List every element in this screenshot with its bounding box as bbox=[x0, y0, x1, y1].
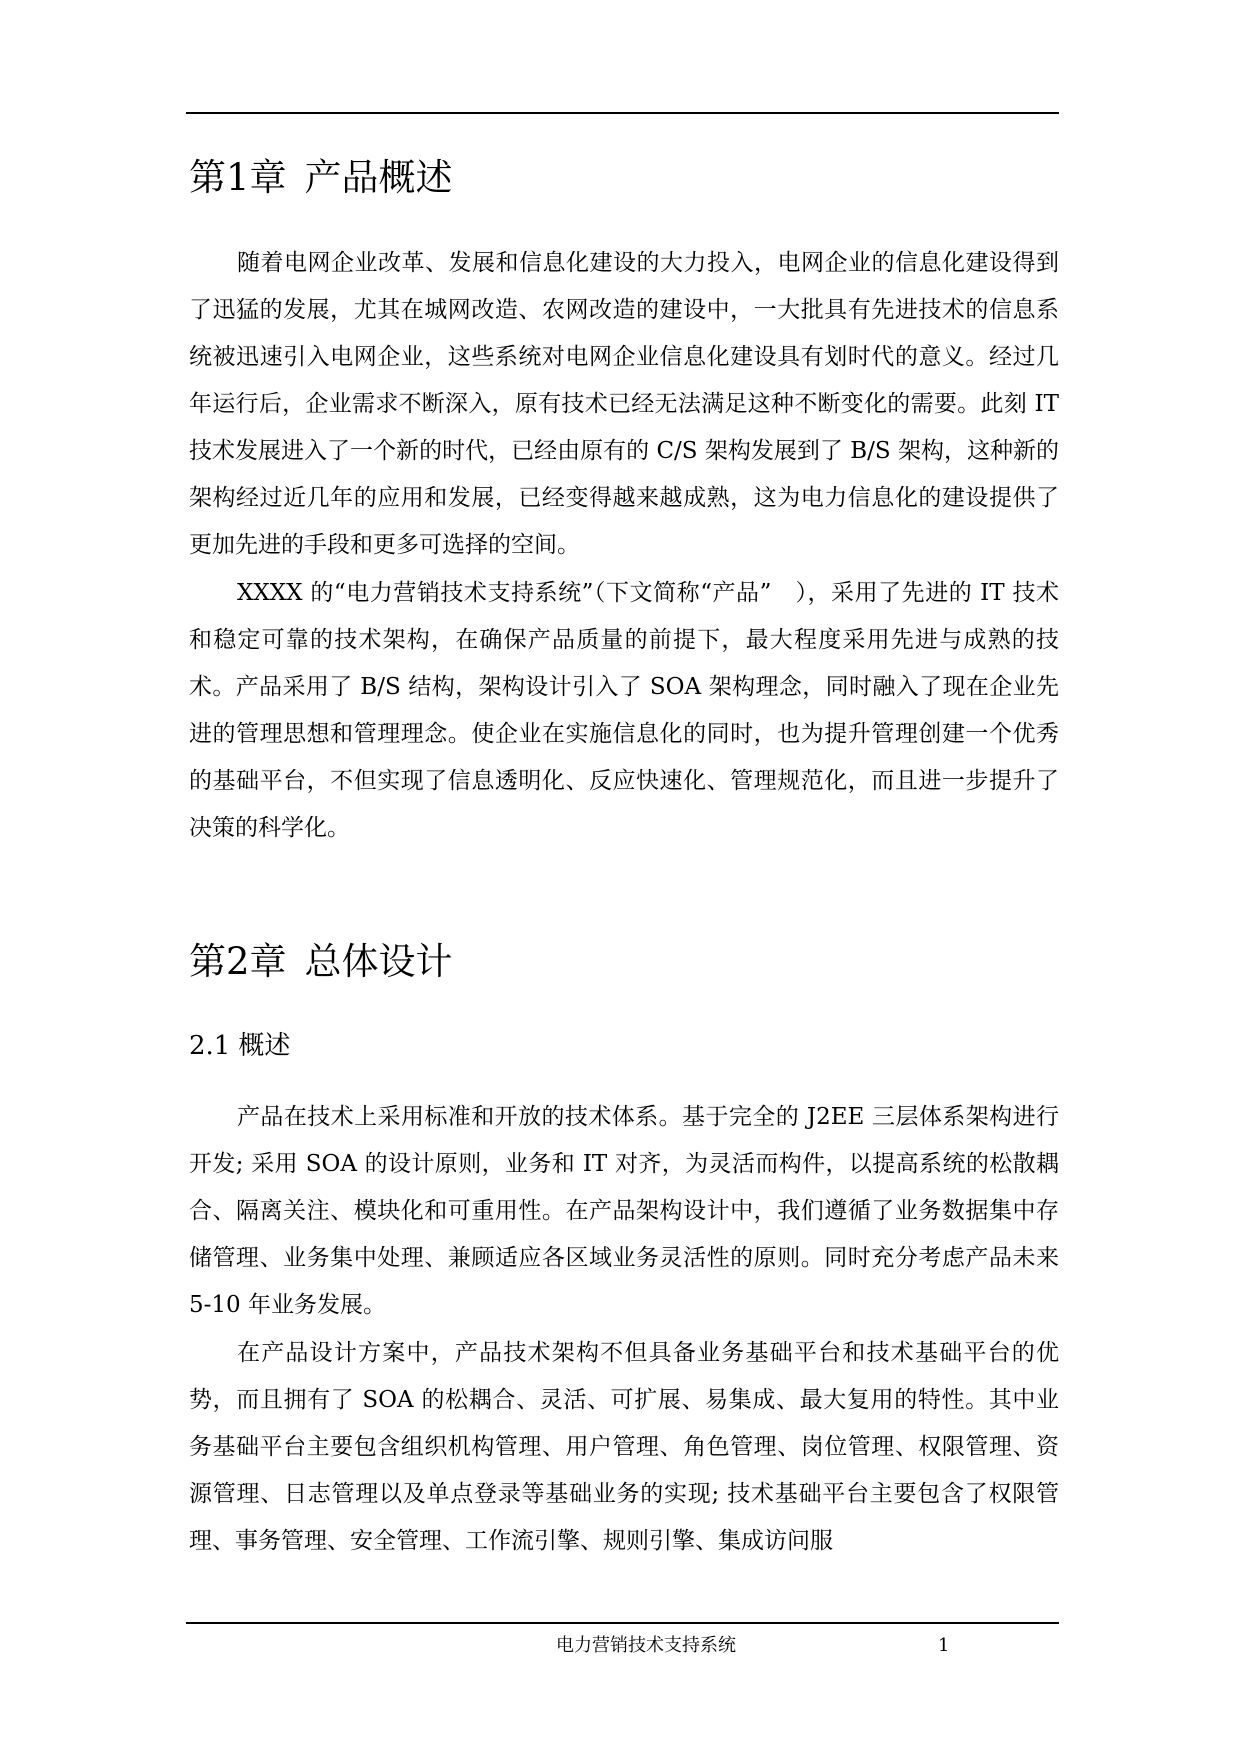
chapter-2-number: 第2章 bbox=[189, 940, 287, 983]
chapter-1-paragraph-2: XXXX 的“电力营销技术支持系统”（下文简称“产品” ），采用了先进的 IT 技术和稳定可靠的技术架构，在确保产品质量的前提下，最大程度采用先进与成熟的技术。产品采用了 B/S 结构，架构设计引入了 SOA 架构理念，同时融入了现在企业先进的管理思想和管理理念。使企业在实施信息化的同时，也为提升管理创建一个优秀的基础平台，不但实现了信息透明化、反应快速化、管理规范化，而且进一步提升了决策的科学化。 bbox=[189, 580, 1059, 841]
footer-rule bbox=[186, 1622, 1059, 1624]
page-number: 1 bbox=[938, 1635, 950, 1656]
chapter-1-heading bbox=[189, 156, 453, 200]
section-2-1-heading bbox=[189, 1030, 290, 1062]
footer-title: 电力营销技术支持系统 bbox=[556, 1635, 736, 1656]
chapter-2-title: 总体设计 bbox=[304, 940, 453, 983]
section-2-1-title: 概述 bbox=[238, 1031, 291, 1061]
section-2-1-number: 2.1 bbox=[189, 1031, 231, 1061]
chapter-1-number: 第1章 bbox=[189, 156, 287, 199]
chapter-2-heading bbox=[189, 940, 453, 984]
section-2-1-paragraph-1: 产品在技术上采用标准和开放的技术体系。基于完全的 J2EE 三层体系架构进行开发; 采用 SOA 的设计原则，业务和 IT 对齐，为灵活而构件，以提高系统的松散耦合、隔离关注、模块化和可重用性。在产品架构设计中，我们遵循了业务数据集中存储管理、业务集中处理、兼顾适应各区域业务灵活性的原则。同时充分考虑产品未来 5-10 年业务发展。 bbox=[189, 1104, 1059, 1318]
section-2-1-paragraph-2: 在产品设计方案中，产品技术架构不但具备业务基础平台和技术基础平台的优势，而且拥有了 SOA 的松耦合、灵活、可扩展、易集成、最大复用的特性。其中业务基础平台主要包含组织机构管理、用户管理、角色管理、岗位管理、权限管理、资源管理、日志管理以及单点登录等基础业务的实现; 技术基础平台主要包含了权限管理、事务管理、安全管理、工作流引擎、规则引擎、集成访问服 bbox=[189, 1340, 1059, 1554]
header-rule bbox=[186, 112, 1059, 114]
chapter-1-paragraph-1: 随着电网企业改革、发展和信息化建设的大力投入，电网企业的信息化建设得到了迅猛的发展，尤其在城网改造、农网改造的建设中，一大批具有先进技术的信息系统被迅速引入电网企业，这些系统对电网企业信息化建设具有划时代的意义。经过几年运行后，企业需求不断深入，原有技术已经无法满足这种不断变化的需要。此刻 IT 技术发展进入了一个新的时代，已经由原有的 C/S 架构发展到了 B/S 架构，这种新的架构经过近几年的应用和发展，已经变得越来越成熟，这为电力信息化的建设提供了更加先进的手段和更多可选择的空间。 bbox=[189, 250, 1059, 558]
chapter-1-title: 产品概述 bbox=[304, 156, 453, 199]
